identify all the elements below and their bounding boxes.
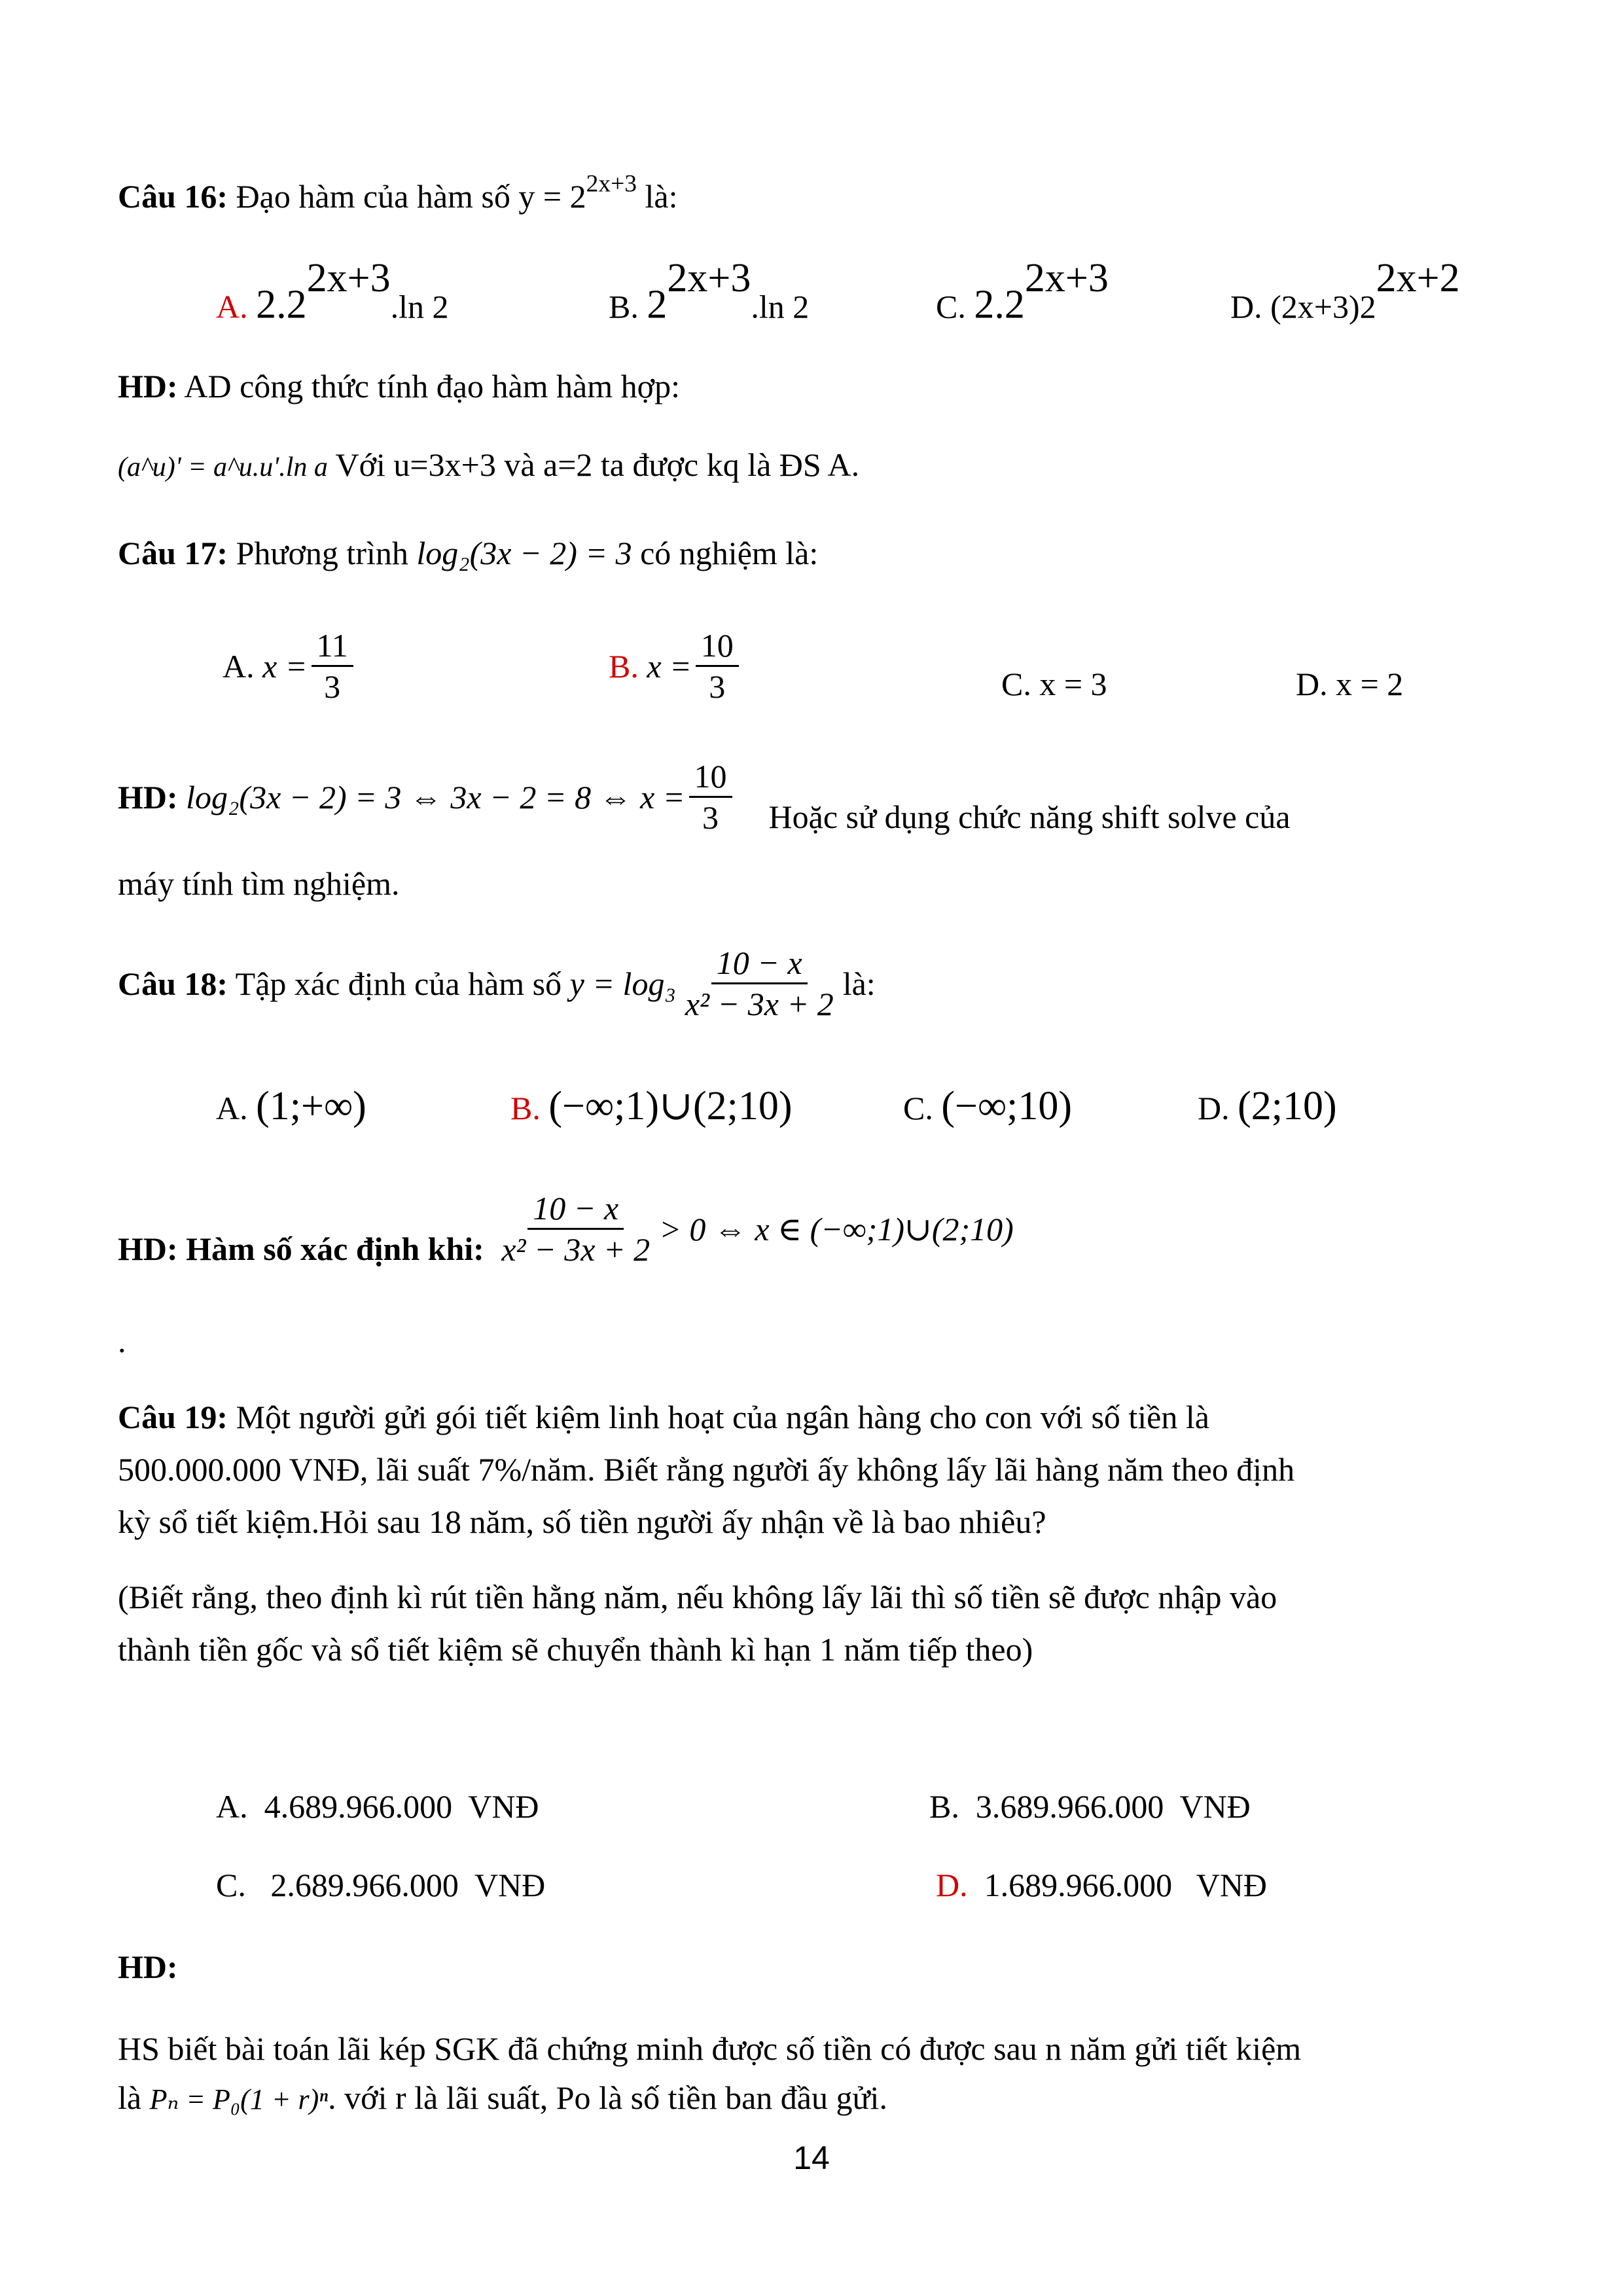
- q16-hd: [118, 367, 680, 406]
- q18-question: [118, 946, 876, 1021]
- q16-func-exp: 2x+3: [586, 170, 637, 198]
- option-letter: A.: [216, 288, 248, 325]
- fraction-num: 10 − x: [711, 946, 808, 984]
- q19-hd-line1: [118, 2029, 1301, 2068]
- option-fraction: [696, 628, 739, 704]
- q16-question: [118, 170, 678, 216]
- option-text: 2.689.966.000 VNĐ: [270, 1867, 546, 1903]
- fraction-num: 10: [689, 759, 732, 798]
- q17-label: Câu 17:: [118, 535, 228, 571]
- q17-hd-text: Hoặc sử dụng chức năng shift solve của: [768, 798, 1291, 835]
- q17-text: Phương trình: [228, 535, 417, 571]
- q17-option-a: [223, 628, 357, 704]
- option-letter: D.: [1296, 666, 1328, 702]
- option-letter: A.: [223, 647, 255, 685]
- q19-hd-line2: [118, 2078, 887, 2119]
- q19-note-text1: (Biết rằng, theo định kì rút tiền hằng năm, nếu không lấy lãi thì số tiền sẽ được nhập vào: [118, 1579, 1277, 1615]
- q18-text: Tập xác định của hàm số: [228, 965, 570, 1002]
- q19-hd-text1: HS biết bài toán lãi kép SGK đã chứng minh được số tiền có được sau n năm gửi tiết kiệm: [118, 2030, 1302, 2067]
- option-lhs: x =: [647, 647, 692, 685]
- option-letter: C.: [216, 1867, 246, 1903]
- q16-hd-formula: (a^u)' = a^u.u'.ln a: [118, 452, 328, 482]
- option-exp: 2x+3: [306, 256, 391, 300]
- option-lhs: x =: [262, 647, 308, 685]
- option-fraction: [312, 628, 353, 704]
- option-letter: B.: [609, 647, 639, 685]
- q17-hd-text2: máy tính tìm nghiệm.: [118, 865, 400, 902]
- option-text: 4.689.966.000 VNĐ: [264, 1788, 539, 1825]
- option-text: (2;10): [1238, 1084, 1337, 1128]
- q18-option-b: [510, 1086, 793, 1128]
- option-text: (−∞;10): [941, 1084, 1073, 1128]
- q19-hd-text2-pre: là: [118, 2079, 150, 2116]
- fraction-num: 10 − x: [527, 1191, 624, 1230]
- q16-option-b: [609, 256, 810, 327]
- q19-option-a: [216, 1787, 539, 1826]
- q18-hd-rhs: > 0 ⇔ x ∈ (−∞;1)∪(2;10): [659, 1210, 1014, 1247]
- q16-hd-text: AD công thức tính đạo hàm hàm hợp:: [177, 368, 680, 404]
- q18-tail: là:: [842, 965, 876, 1002]
- stray-dot: .: [118, 1323, 126, 1359]
- q17-hd: [118, 759, 1291, 834]
- q16-func-base: y = 2: [518, 178, 586, 215]
- option-after: .ln 2: [390, 288, 449, 325]
- option-text: x = 3: [1039, 666, 1107, 702]
- q17-option-c: [1001, 664, 1107, 704]
- option-letter: D.: [1198, 1090, 1230, 1126]
- q19-hd-formula: Pₙ = P₀(1 + r)ⁿ: [149, 2083, 329, 2115]
- fraction-num: 10: [696, 628, 739, 667]
- option-exp: 2x+3: [1024, 256, 1109, 300]
- q17-equation: log₂(3x − 2) = 3: [416, 535, 632, 571]
- fraction-den: 3: [702, 799, 719, 836]
- option-letter: C.: [903, 1090, 933, 1126]
- q19-text2: 500.000.000 VNĐ, lãi suất 7%/năm. Biết rằng người ấy không lấy lãi hàng năm theo định: [118, 1451, 1295, 1488]
- q19-option-b: [929, 1787, 1251, 1826]
- q19-hd-label: HD:: [118, 1948, 178, 1985]
- q19-note-text2: thành tiền gốc và sổ tiết kiệm sẽ chuyển thành kì hạn 1 năm tiếp theo): [118, 1631, 1033, 1668]
- q18-option-a: [216, 1086, 366, 1128]
- option-letter: C.: [936, 288, 966, 325]
- q19-text1: Một người gửi gói tiết kiệm linh hoạt của ngân hàng cho con với số tiền là: [228, 1399, 1209, 1435]
- q16-option-c: [936, 256, 1109, 327]
- option-base: 2.2: [256, 282, 307, 327]
- q19-label: Câu 19:: [118, 1399, 228, 1435]
- q19-option-c: [216, 1865, 545, 1905]
- option-letter: B.: [929, 1788, 959, 1825]
- q16-label: Câu 16:: [118, 178, 228, 215]
- option-letter: B.: [510, 1090, 541, 1126]
- q18-hd-fraction: [496, 1191, 655, 1266]
- q18-option-c: [903, 1086, 1072, 1128]
- q18-option-d: [1198, 1086, 1337, 1128]
- option-text: (−∞;1)∪(2;10): [548, 1084, 793, 1128]
- q19-line2: [118, 1450, 1294, 1489]
- q18-hd: [118, 1191, 1014, 1266]
- fraction-num: 11: [312, 628, 353, 667]
- fraction-den: 3: [709, 668, 726, 705]
- q18-func-fraction: [680, 946, 839, 1021]
- q17-hd-line2: [118, 864, 400, 903]
- q17-question: [118, 533, 818, 573]
- option-letter: A.: [216, 1090, 248, 1126]
- q19-note1: [118, 1577, 1277, 1617]
- q16-hd-formula-line: [118, 445, 859, 487]
- q19-option-d: [936, 1865, 1267, 1905]
- option-text: (1;+∞): [256, 1084, 366, 1128]
- q17-option-b: [609, 628, 743, 704]
- option-base: (2x+3)2: [1270, 288, 1376, 325]
- q17-hd-fraction: [689, 759, 732, 834]
- option-base: 2.2: [974, 282, 1025, 327]
- fraction-den: x² − 3x + 2: [685, 986, 834, 1022]
- q19-hd-text2-post: . với r là lãi suất, Po là số tiền ban đầu gửi.: [328, 2079, 887, 2116]
- q19-line1: [118, 1397, 1209, 1437]
- option-text: 3.689.966.000 VNĐ: [975, 1788, 1251, 1825]
- q16-tail: là:: [637, 178, 678, 215]
- q16-option-a: [216, 256, 449, 327]
- option-letter: B.: [609, 288, 639, 325]
- q17-hd-label: HD:: [118, 778, 178, 816]
- q18-hd-label: HD: Hàm số xác định khi:: [118, 1230, 484, 1267]
- page-number: 14: [793, 2140, 830, 2176]
- option-after: .ln 2: [751, 288, 810, 325]
- q17-option-d: [1296, 664, 1403, 704]
- q16-option-d: [1230, 256, 1460, 326]
- option-letter: D.: [936, 1867, 968, 1903]
- q19-note2: [118, 1630, 1033, 1669]
- q16-hd-text2: Với u=3x+3 và a=2 ta được kq là ĐS A.: [327, 446, 860, 483]
- option-exp: 2x+2: [1376, 256, 1460, 300]
- option-letter: A.: [216, 1788, 248, 1825]
- option-text: 1.689.966.000 VNĐ: [984, 1867, 1268, 1903]
- fraction-den: x² − 3x + 2: [501, 1231, 651, 1268]
- q16-function: [518, 170, 637, 215]
- q18-func-lhs: y = log₃: [569, 965, 676, 1002]
- q17-tail: có nghiệm là:: [632, 535, 819, 571]
- fraction-den: 3: [324, 668, 341, 705]
- q18-label: Câu 18:: [118, 965, 228, 1002]
- q19-text3: kỳ sổ tiết kiệm.Hỏi sau 18 năm, số tiền người ấy nhận về là bao nhiêu?: [118, 1503, 1046, 1540]
- option-exp: 2x+3: [667, 256, 751, 300]
- q16-hd-label: HD:: [118, 368, 178, 404]
- option-letter: C.: [1001, 666, 1031, 702]
- option-base: 2: [647, 282, 668, 327]
- q16-text: Đạo hàm của hàm số: [228, 178, 519, 215]
- q19-line3: [118, 1502, 1046, 1541]
- q17-hd-chain: log₂(3x − 2) = 3 ⇔ 3x − 2 = 8 ⇔ x =: [186, 778, 685, 816]
- option-text: x = 2: [1336, 666, 1404, 702]
- q19-hd: [118, 1947, 178, 1986]
- option-letter: D.: [1230, 288, 1262, 325]
